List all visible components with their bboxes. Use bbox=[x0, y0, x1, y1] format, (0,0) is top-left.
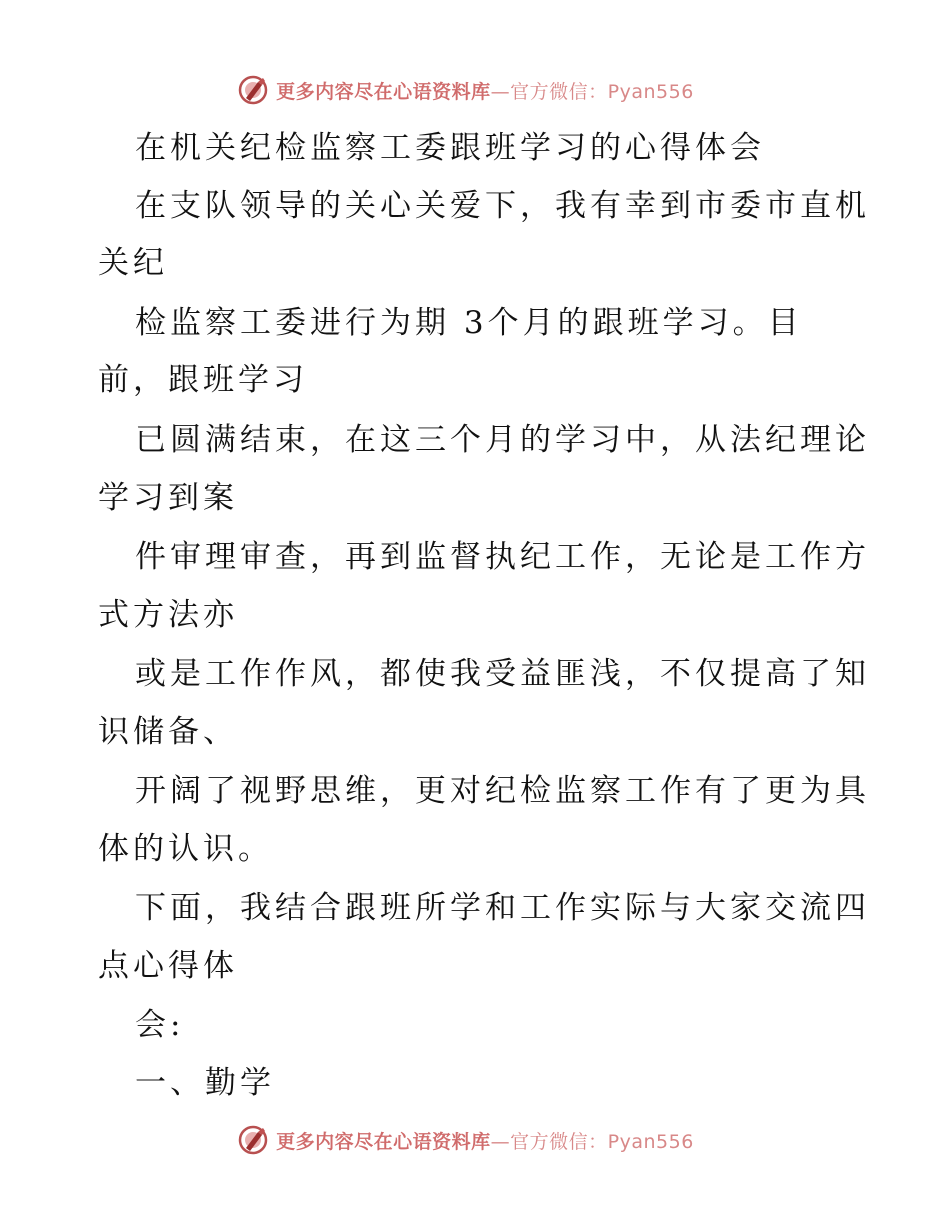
pen-nib-circle-icon bbox=[236, 1123, 270, 1157]
watermark-text bbox=[276, 77, 694, 104]
header-watermark bbox=[0, 70, 950, 110]
paragraph-line: 在支队领导的关心关爱下，我有幸到市委市直机 bbox=[135, 188, 870, 224]
paragraph-line: 体的认识。 bbox=[98, 831, 273, 867]
paragraph-line: 开阔了视野思维，更对纪检监察工作有了更为具 bbox=[135, 773, 870, 809]
paragraph-line: 点心得体 bbox=[98, 948, 238, 984]
paragraph-line: 学习到案 bbox=[98, 480, 238, 516]
watermark-text bbox=[276, 1127, 694, 1154]
watermark-separator: — bbox=[490, 80, 511, 103]
document-title: 在机关纪检监察工委跟班学习的心得体会 bbox=[135, 130, 765, 166]
paragraph-line: 或是工作作风，都使我受益匪浅，不仅提高了知 bbox=[135, 656, 870, 692]
paragraph-line: 件审理审查，再到监督执纪工作，无论是工作方 bbox=[135, 539, 870, 575]
watermark-main-text: 更多内容尽在心语资料库 bbox=[276, 1130, 491, 1153]
watermark-group bbox=[236, 73, 694, 107]
watermark-contact-text: 官方微信：Pyan556 bbox=[510, 80, 694, 103]
paragraph-line: 式方法亦 bbox=[98, 597, 238, 633]
paragraph-line: 检监察工委进行为期 3个月的跟班学习。目 bbox=[135, 305, 803, 341]
watermark-contact-text: 官方微信：Pyan556 bbox=[510, 1130, 694, 1153]
watermark-group bbox=[236, 1123, 694, 1157]
watermark-main-text: 更多内容尽在心语资料库 bbox=[276, 80, 491, 103]
pen-nib-circle-icon bbox=[236, 73, 270, 107]
section-heading: 一、勤学 bbox=[135, 1065, 275, 1101]
paragraph-line: 已圆满结束，在这三个月的学习中，从法纪理论 bbox=[135, 422, 870, 458]
paragraph-line: 关纪 bbox=[98, 245, 168, 281]
paragraph-line: 下面，我结合跟班所学和工作实际与大家交流四 bbox=[135, 890, 870, 926]
paragraph-line: 前，跟班学习 bbox=[98, 362, 308, 398]
paragraph-line: 会: bbox=[135, 1007, 185, 1043]
footer-watermark bbox=[0, 1120, 950, 1160]
watermark-separator: — bbox=[490, 1130, 511, 1153]
paragraph-line: 识储备、 bbox=[98, 714, 238, 750]
